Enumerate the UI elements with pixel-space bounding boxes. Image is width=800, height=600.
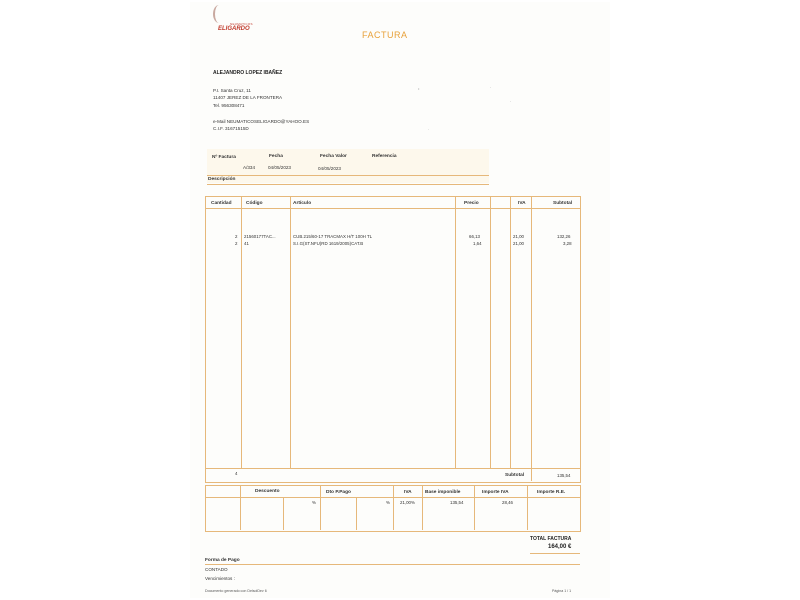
summary-col-divider	[422, 485, 423, 530]
summary-col-divider	[240, 485, 241, 530]
row-price: 1,64	[473, 241, 482, 246]
summary-col-divider	[474, 485, 475, 530]
scan-speck: ·	[428, 127, 430, 132]
total-label: TOTAL FACTURA	[530, 536, 572, 542]
col-divider	[290, 196, 291, 468]
subtotal-label: Subtotal	[505, 473, 525, 478]
scan-speck: ʼ	[490, 86, 491, 91]
col-header-vat: IVA	[518, 201, 526, 206]
client-phone: Tel. 956308471	[213, 103, 245, 108]
logo-tagline: NEUMATICOS	[230, 22, 253, 26]
row-qty: 2	[235, 234, 238, 239]
value-date: 04/05/2023	[318, 166, 341, 171]
summary-col-divider	[356, 497, 357, 530]
row-vat: 21,00	[513, 234, 524, 239]
row-article: CUB.215/60-17 TRACMAX H/T 100H TL	[293, 234, 373, 239]
client-cif: C.I.F. 31671515D	[213, 126, 249, 131]
summary-col-divider	[527, 485, 528, 530]
row-price: 66,13	[469, 234, 480, 239]
scan-speck: •	[418, 86, 420, 91]
total-qty: 4	[235, 471, 238, 476]
summary-header-re-amount: Importe R.E.	[537, 490, 566, 495]
row-qty: 2	[235, 241, 238, 246]
document-title: FACTURA	[362, 30, 408, 40]
col-header-qty: Cantidad	[211, 201, 232, 206]
invoice-number-label: Nº Factura	[212, 155, 236, 160]
row-subtotal: 132,26	[557, 234, 571, 239]
invoice-date-label: Fecha	[269, 154, 283, 159]
scan-speck: ʼ	[510, 100, 511, 105]
page-number: Página 1 / 1	[552, 589, 572, 593]
tax-base-value: 135,54	[450, 500, 464, 505]
header-divider	[207, 175, 489, 176]
col-divider	[510, 196, 511, 468]
description-divider	[207, 184, 489, 185]
payment-method-label: Forma de Pago	[205, 558, 240, 563]
lines-table	[205, 196, 581, 483]
row-code: 41	[244, 241, 249, 246]
vat-amount-value: 28,46	[502, 500, 513, 505]
lines-table-footer-rule	[205, 468, 580, 469]
discount-percent: %	[312, 500, 316, 505]
col-header-subtotal: Subtotal	[553, 201, 573, 206]
due-dates-label: Vencimientos :	[205, 576, 235, 581]
summary-header-vat-amount: Importe IVA	[482, 490, 509, 495]
lines-table-header-rule	[205, 208, 580, 209]
row-article: S.I.G(ST.NFU)RD 1619/2005)CAT.B	[293, 241, 364, 246]
vat-rate: 21,00%	[400, 500, 415, 505]
description-label: Descripción	[208, 177, 236, 182]
col-divider	[241, 196, 242, 468]
generated-by-note: Documento generado con DelsolDev 6	[205, 589, 267, 593]
summary-col-divider	[283, 497, 284, 530]
invoice-number: A/334	[243, 165, 256, 170]
col-divider	[490, 196, 491, 468]
company-logo: ELIGARDO	[218, 26, 250, 32]
summary-col-divider	[393, 485, 394, 530]
logo-flame-icon	[213, 5, 225, 23]
invoice-date: 04/05/2023	[268, 165, 291, 170]
summary-header-tax-base: Base imponible	[425, 490, 461, 495]
summary-header-discount: Descuento	[255, 489, 280, 494]
row-subtotal: 3,28	[563, 241, 572, 246]
row-code: 21560177TAC...	[244, 234, 276, 239]
client-address-line1: P.I. Santa Cruz, 11	[213, 88, 251, 93]
total-underline	[530, 553, 580, 554]
client-address-line2: 11407 JEREZ DE LA FRONTERA	[213, 95, 283, 100]
col-header-code: Código	[246, 201, 263, 206]
col-header-price: Precio	[464, 201, 479, 206]
reference-label: Referencia	[372, 154, 397, 159]
summary-col-divider	[320, 485, 321, 530]
total-value: 164,00 €	[548, 544, 572, 550]
summary-header-vat: IVA	[404, 490, 412, 495]
payment-divider	[205, 564, 580, 565]
row-vat: 21,00	[513, 241, 524, 246]
col-divider	[455, 196, 456, 468]
summary-header-payment-discount: Dto P.Pago	[326, 490, 351, 495]
client-name: ALEJANDRO LOPEZ IBAÑEZ	[213, 70, 283, 76]
client-email: e-Mail NEUMATICOSELIGARDO@YAHOO.ES	[213, 119, 310, 124]
col-divider	[531, 196, 532, 481]
value-date-label: Fecha Valor	[320, 154, 347, 159]
payment-method: CONTADO	[205, 567, 228, 572]
col-header-article: Artículo	[293, 201, 312, 206]
payment-discount-percent: %	[386, 500, 390, 505]
subtotal-value: 135,54	[557, 473, 571, 478]
